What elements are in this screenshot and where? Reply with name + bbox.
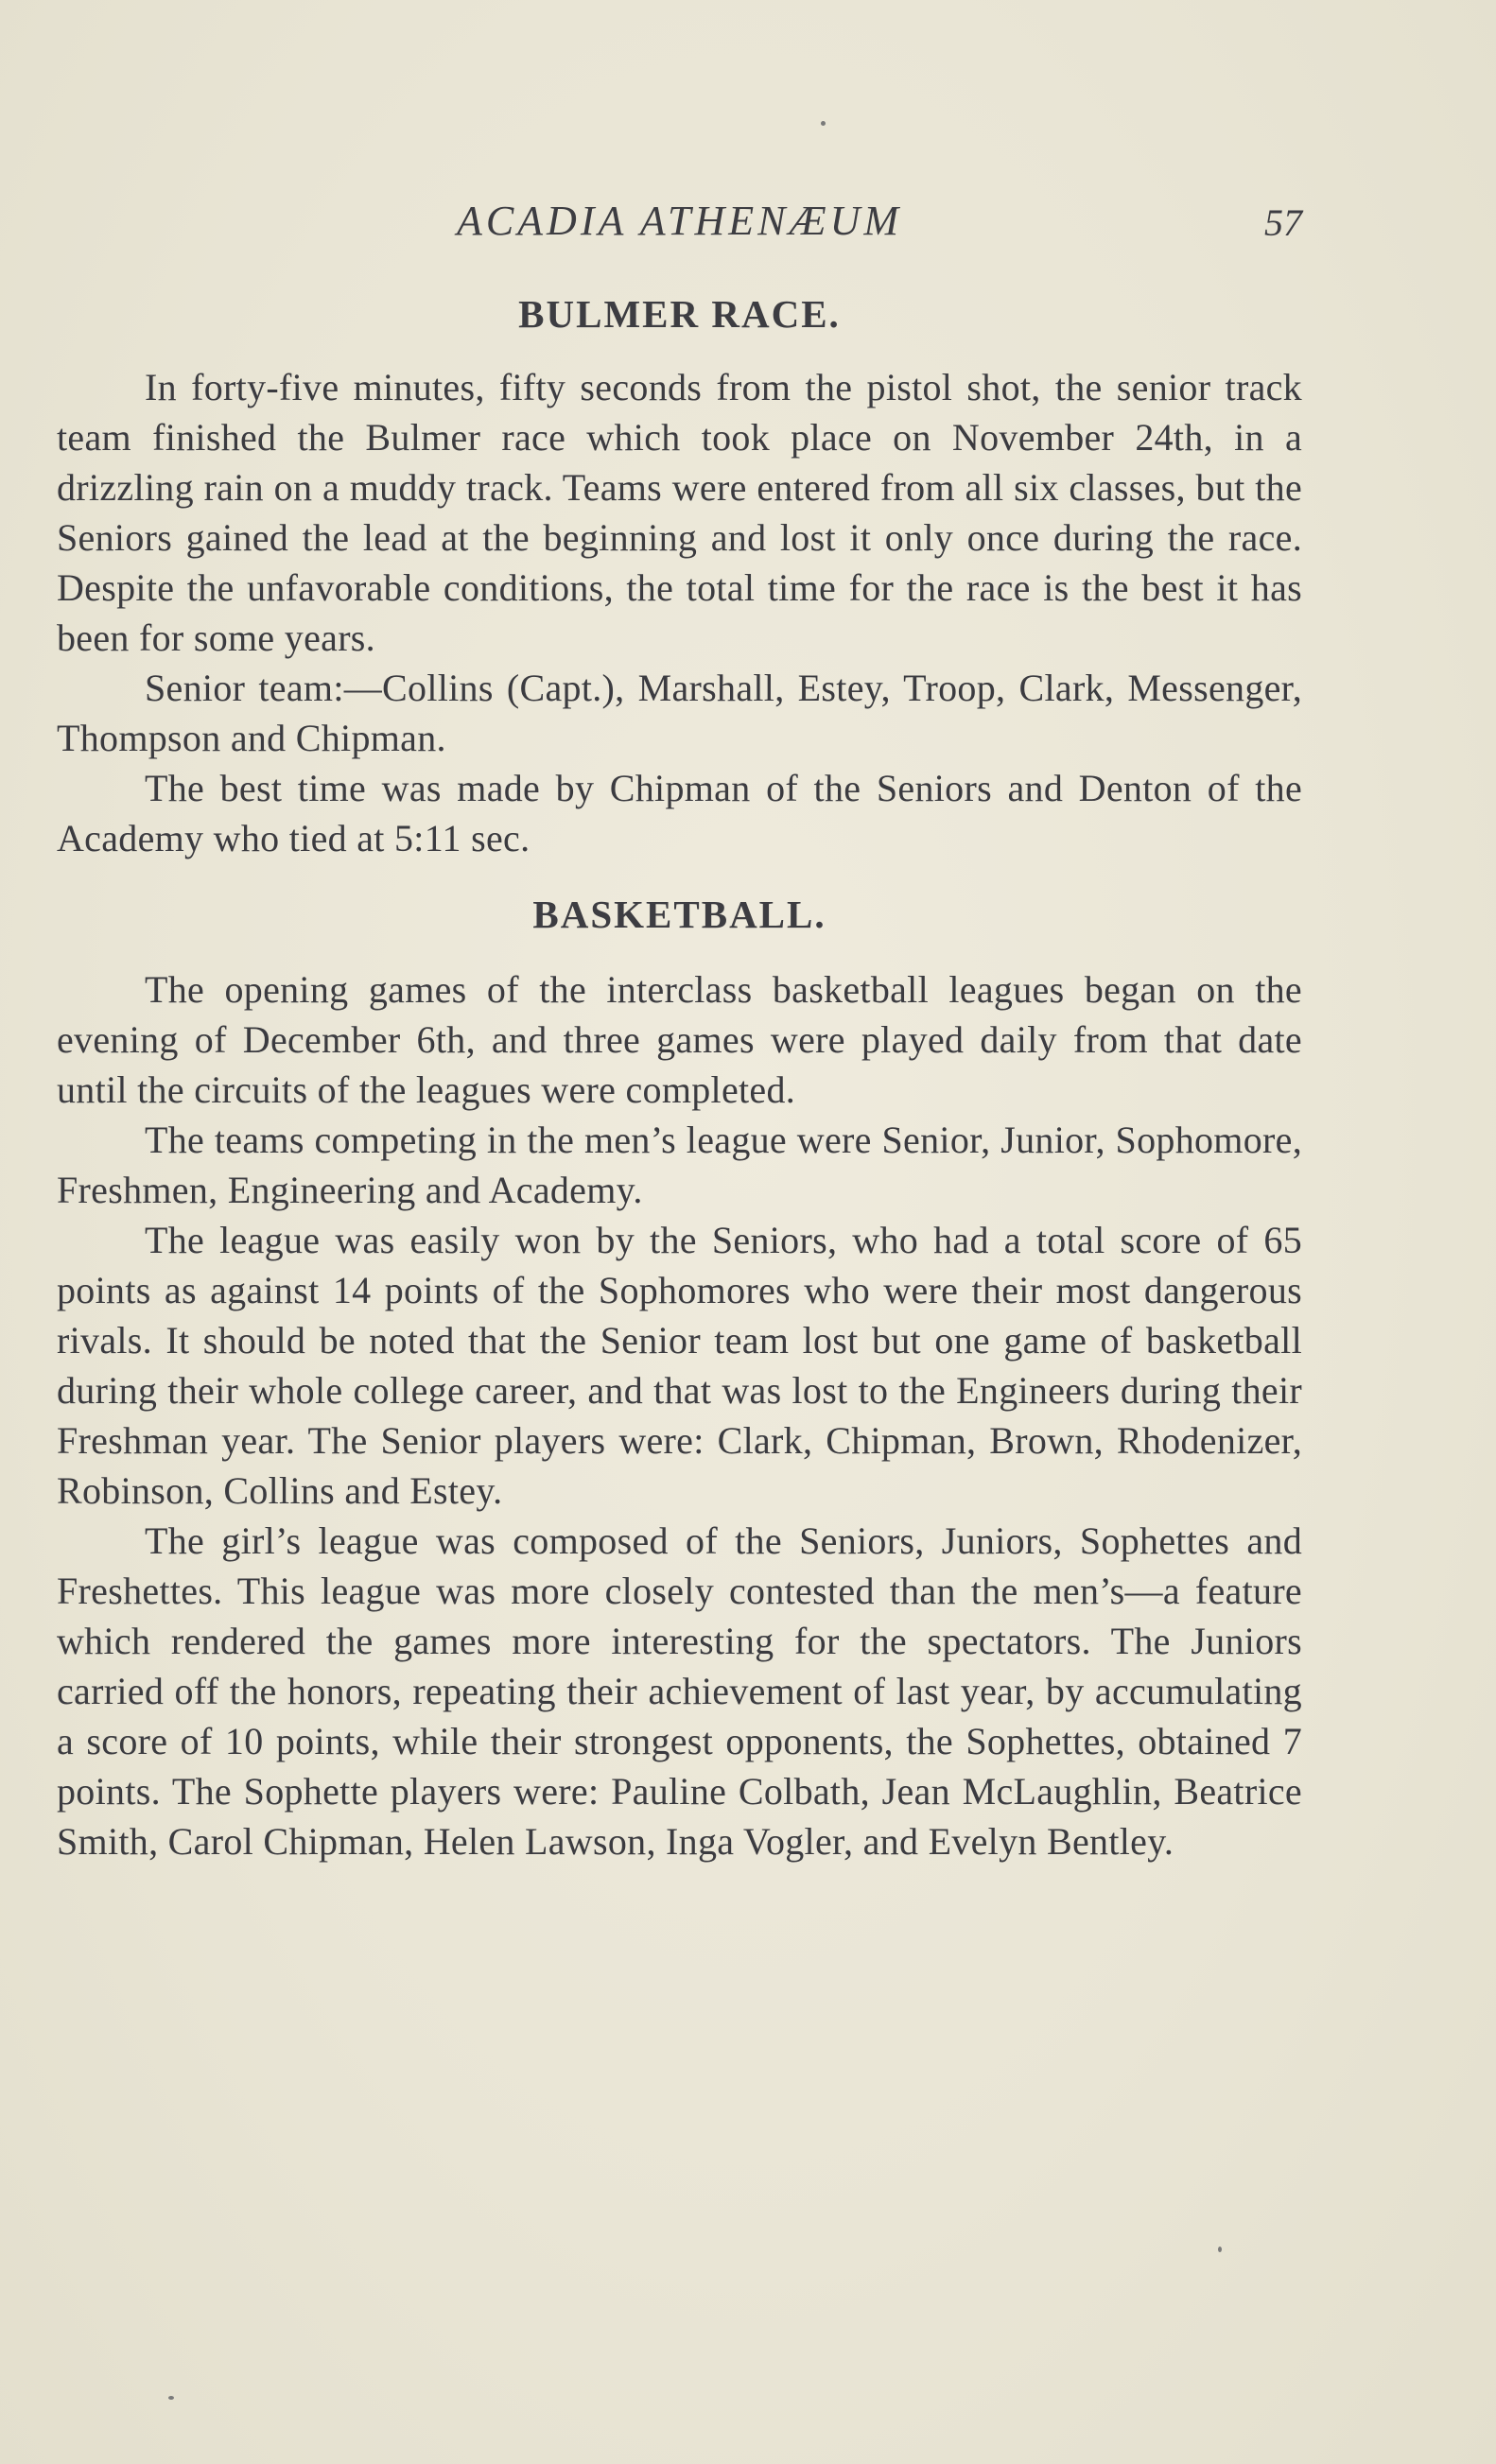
page-header [57, 197, 1302, 253]
paragraph: Senior team:—Collins (Capt.), Marshall, Estey, Troop, Clark, Messenger, Thompson and Chipman. [57, 667, 1302, 759]
running-title: ACADIA ATHENÆUM [456, 198, 903, 244]
paragraph: The league was easily won by the Seniors, who had a total score of 65 points as against 14 points of the Sophomores who were their most dangerous rivals. It should be noted that the Senior team lost but one game of basketball during their whole college career, and that was lost to the Engineers during their Freshman year. The Senior players were: Clark, Chipman, Brown, Rhodenizer, Robinson, Collins and Estey. [57, 1219, 1302, 1512]
paragraph: In forty-five minutes, fifty seconds from the pistol shot, the senior track team finished the Bulmer race which took place on November 24th, in a drizzling rain on a muddy track. Teams were entered from all six classes, but the Seniors gained the lead at the beginning and lost it only once during the race. Despite the unfavorable conditions, the total time for the race is the best it has been for some years. [57, 366, 1302, 659]
section-title: BULMER RACE. [518, 292, 841, 336]
section-bulmer-race [57, 289, 1302, 863]
paragraph: The opening games of the interclass basketball leagues began on the evening of December 6th, and three games were played daily from that date until the circuits of the leagues were completed. [57, 968, 1302, 1111]
page-number: 57 [1264, 201, 1302, 244]
paragraph: The best time was made by Chipman of the Seniors and Denton of the Academy who tied at 5:11 sec. [57, 767, 1302, 859]
paper-speck [168, 2396, 174, 2400]
section-basketball [57, 890, 1302, 1866]
article-body [57, 289, 1302, 1866]
section-title: BASKETBALL. [532, 893, 826, 936]
paragraph: The teams competing in the men’s league were Senior, Junior, Sophomore, Freshmen, Engineering and Academy. [57, 1119, 1302, 1211]
paper-speck [1218, 2247, 1222, 2252]
paragraph: The girl’s league was composed of the Seniors, Juniors, Sophettes and Freshettes. This league was more closely contested than the men’s—a feature which rendered the games more interesting for the spectators. The Juniors carried off the honors, repeating their achievement of last year, by accumulating a score of 10 points, while their strongest opponents, the Sophettes, obtained 7 points. The Sophette players were: Pauline Colbath, Jean McLaughlin, Beatrice Smith, Carol Chipman, Helen Lawson, Inga Vogler, and Evelyn Bentley. [57, 1519, 1302, 1863]
paper-speck [821, 121, 826, 126]
